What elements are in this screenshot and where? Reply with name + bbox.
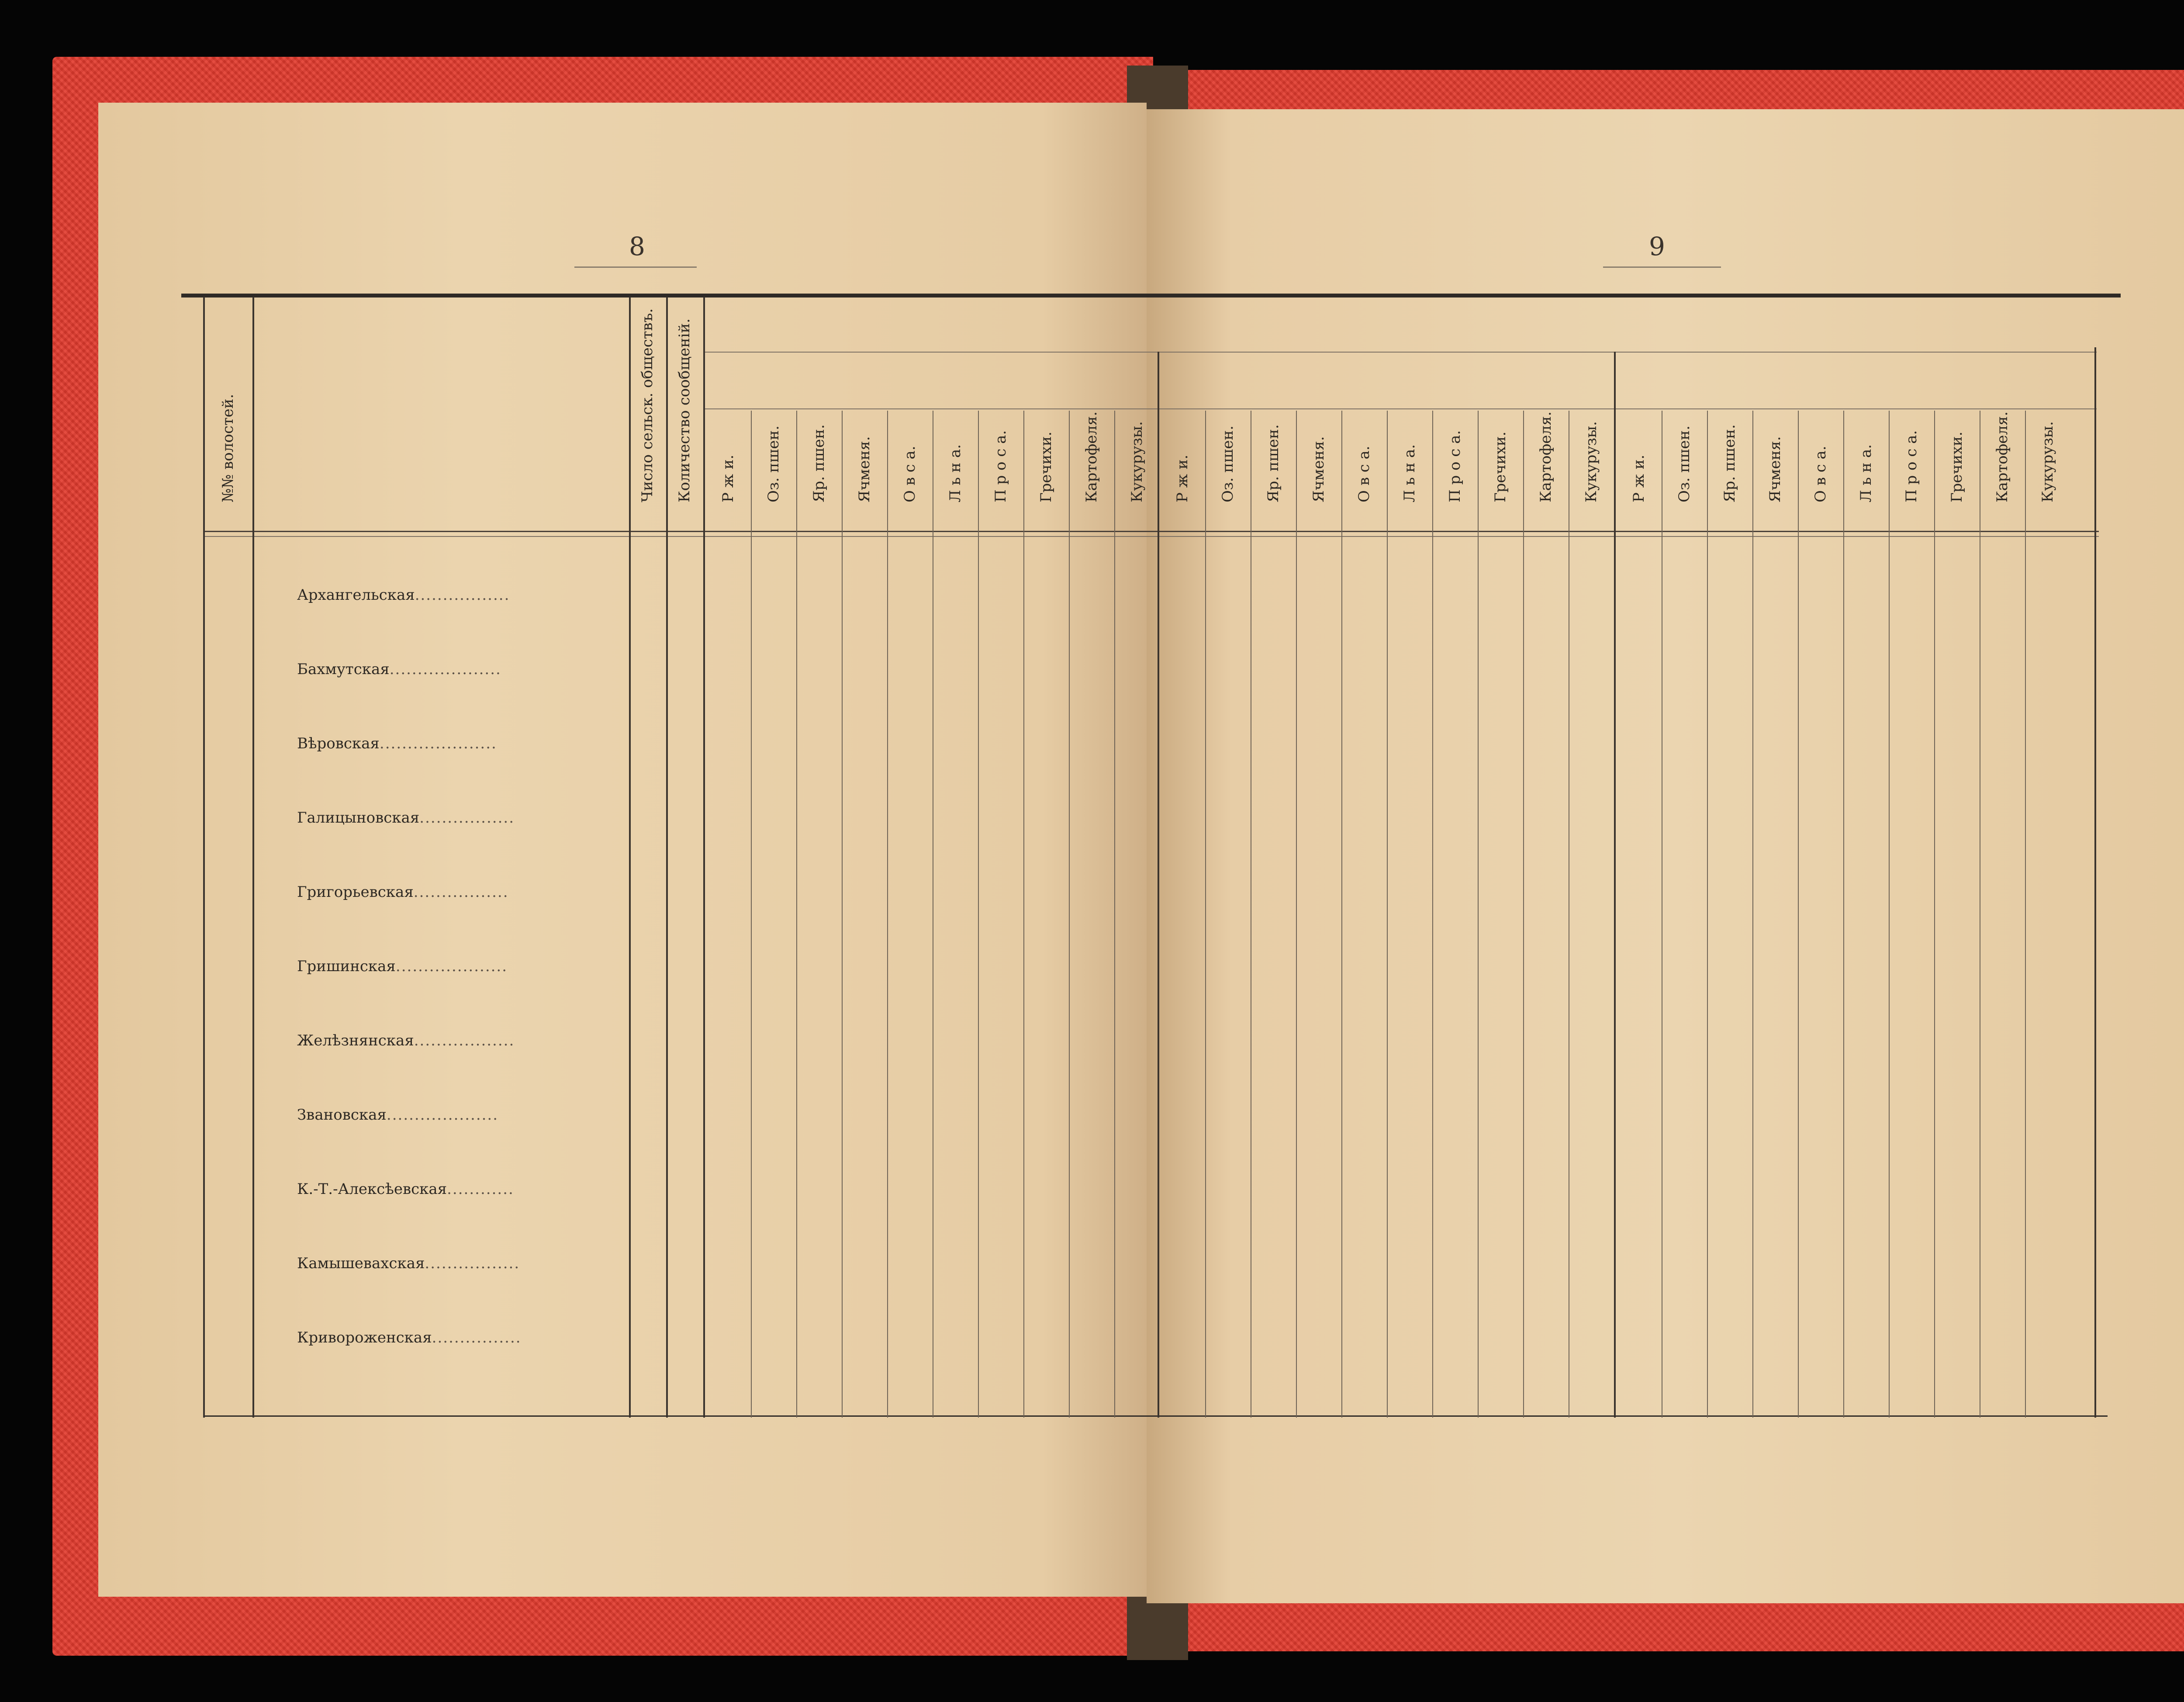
group-1-col-rule <box>978 411 979 1418</box>
group-2-col-rule <box>1387 411 1388 1418</box>
crop-label-g3-6-text: Л ь н а. <box>1857 444 1875 502</box>
crop-label-g1-3-text: Яр. пшен. <box>810 424 828 502</box>
table-right-rule <box>2094 347 2096 1418</box>
crop-label-g3-6 <box>1844 415 1888 520</box>
crop-label-g1-4-text: Ячменя. <box>856 436 873 502</box>
group-3-col-rule <box>1752 411 1753 1418</box>
crop-label-g1-8 <box>1024 415 1068 520</box>
crop-label-g3-4 <box>1753 415 1797 520</box>
crop-label-g1-1 <box>706 415 750 520</box>
leader-dots: .................... <box>386 1106 499 1124</box>
leader-dots: ................. <box>425 1255 520 1272</box>
header-messages-label-text: Количество сообщеній. <box>676 318 693 502</box>
crop-label-g3-5 <box>1799 415 1842 520</box>
crop-label-g3-9 <box>1980 411 2024 520</box>
crop-label-g2-5-text: О в с а. <box>1355 446 1373 502</box>
crop-label-g3-1-text: Р ж и. <box>1630 454 1648 502</box>
crop-label-g2-8-text: Гречихи. <box>1492 431 1509 502</box>
crop-label-g3-3 <box>1708 415 1752 520</box>
volost-name-text: Желѣзнянская <box>297 1032 414 1049</box>
group-1-col-rule <box>887 411 888 1418</box>
leader-dots: ..................... <box>379 735 497 752</box>
table-top-rule <box>181 294 2121 298</box>
crop-label-g1-2-text: Оз. пшен. <box>765 426 782 502</box>
crop-label-g1-7 <box>979 415 1023 520</box>
group-bottom-rule <box>703 408 2097 409</box>
crop-label-g2-4-text: Ячменя. <box>1310 436 1327 502</box>
crop-label-g2-6-text: Л ь н а. <box>1401 444 1418 502</box>
row-volost-name <box>297 661 501 678</box>
crop-label-g2-5 <box>1342 415 1386 520</box>
crop-label-g2-2-text: Оз. пшен. <box>1219 426 1237 502</box>
group-1-col-rule <box>1069 411 1070 1418</box>
crop-label-g3-4-text: Ячменя. <box>1766 436 1784 502</box>
leader-dots: ................ <box>432 1329 522 1346</box>
col-no-right <box>252 297 254 1418</box>
crop-label-g1-10 <box>1115 415 1159 520</box>
header-bottom-rule-2 <box>203 536 2099 537</box>
header-no-label-text: №№ волостей. <box>219 394 237 502</box>
page-right <box>1147 109 2184 1603</box>
group-1-col-rule <box>1114 411 1115 1418</box>
crop-label-g3-7 <box>1890 415 1933 520</box>
row-volost-name <box>297 1032 515 1049</box>
row-volost-name <box>297 809 515 827</box>
header-bottom-rule <box>203 531 2099 532</box>
crop-label-g2-6 <box>1388 415 1431 520</box>
crop-label-g1-8-text: Гречихи. <box>1037 431 1055 502</box>
volost-name-text: К.-Т.-Алексѣевская <box>297 1180 447 1198</box>
leader-dots: .................... <box>395 958 508 975</box>
header-no-label <box>206 332 250 520</box>
crop-label-g3-5-text: О в с а. <box>1812 446 1829 502</box>
crop-label-g3-3-text: Яр. пшен. <box>1721 424 1738 502</box>
crop-label-g3-8 <box>1935 415 1979 520</box>
group-2-col-rule <box>1341 411 1342 1418</box>
leader-dots: .................. <box>414 1032 515 1049</box>
header-messages-label <box>663 306 706 520</box>
volost-name-text: Вѣровская <box>297 735 380 752</box>
title-bottom-rule <box>703 352 2097 353</box>
crop-label-g2-8 <box>1479 415 1522 520</box>
crop-label-g1-7-text: П р о с а. <box>992 430 1009 502</box>
row-volost-name <box>297 735 497 752</box>
crop-label-g3-2 <box>1662 415 1706 520</box>
crop-label-g1-1-text: Р ж и. <box>719 454 737 502</box>
row-volost-name <box>297 958 508 975</box>
crop-label-g2-7-text: П р о с а. <box>1446 430 1464 502</box>
group-2-col-rule <box>1296 411 1297 1418</box>
group-1-col-rule <box>842 411 843 1418</box>
page-left <box>98 103 1147 1597</box>
page-number-left-line <box>574 266 697 268</box>
crop-label-g2-9 <box>1524 411 1568 520</box>
volost-name-text: Архангельская <box>297 586 415 604</box>
crop-label-g1-6 <box>933 415 977 520</box>
leader-dots: ............ <box>447 1180 514 1198</box>
crop-label-g1-5-text: О в с а. <box>901 446 919 502</box>
crop-label-g2-4 <box>1297 415 1341 520</box>
group-1-col-rule <box>751 411 752 1418</box>
crop-label-g2-1 <box>1161 415 1204 520</box>
volost-name-text: Бахмутская <box>297 661 390 678</box>
leader-dots: ................. <box>413 883 509 901</box>
group-3-col-rule <box>1707 411 1708 1418</box>
frame-left <box>203 297 205 1418</box>
group-2-col-rule <box>1478 411 1479 1418</box>
group-3-col-rule <box>1889 411 1890 1418</box>
group-1-col-rule <box>796 411 797 1418</box>
header-societies-label-text: Число сельск. обществъ. <box>639 308 656 502</box>
crop-label-g3-10 <box>2026 415 2070 520</box>
crop-label-g1-5 <box>888 415 932 520</box>
crop-label-g3-7-text: П р о с а. <box>1903 430 1920 502</box>
leader-dots: ................. <box>419 809 515 827</box>
crop-label-g2-10 <box>1569 415 1613 520</box>
crop-label-g2-9-text: Картофеля. <box>1537 411 1555 502</box>
group-3-col-rule <box>1934 411 1935 1418</box>
crop-label-g3-9-text: Картофеля. <box>1994 411 2011 502</box>
group-3-col-rule <box>2025 411 2026 1418</box>
crop-label-g1-6-text: Л ь н а. <box>947 444 964 502</box>
crop-label-g1-10-text: Кукурузы. <box>1128 421 1146 502</box>
group-3-col-rule <box>1843 411 1844 1418</box>
group-2-col-rule <box>1523 411 1524 1418</box>
group-3-start-rule <box>1614 352 1616 1418</box>
leader-dots: .................... <box>389 661 501 678</box>
row-volost-name <box>297 1106 498 1124</box>
group-2-col-rule <box>1205 411 1206 1418</box>
crop-label-g3-1 <box>1617 415 1661 520</box>
crop-label-g2-2 <box>1206 415 1250 520</box>
group-2-col-rule <box>1432 411 1433 1418</box>
crop-label-g2-1-text: Р ж и. <box>1174 454 1191 502</box>
crop-label-g1-2 <box>752 415 795 520</box>
row-volost-name <box>297 883 509 901</box>
crop-label-g2-7 <box>1433 415 1477 520</box>
row-volost-name <box>297 586 510 604</box>
page-number-right-line <box>1603 266 1721 268</box>
volost-name-text: Кривороженская <box>297 1329 432 1346</box>
group-3-col-rule <box>1798 411 1799 1418</box>
crop-label-g2-3-text: Яр. пшен. <box>1265 424 1282 502</box>
row-volost-name <box>297 1329 522 1346</box>
group-1-col-rule <box>1023 411 1024 1418</box>
crop-label-g3-8-text: Гречихи. <box>1948 431 1966 502</box>
volost-name-text: Гришинская <box>297 958 396 975</box>
row-volost-name <box>297 1180 514 1198</box>
crop-label-g2-3 <box>1251 415 1295 520</box>
leader-dots: ................. <box>415 586 510 604</box>
volost-name-text: Григорьевская <box>297 883 414 901</box>
crop-label-g3-10-text: Кукурузы. <box>2039 421 2056 502</box>
crop-label-g1-9-text: Картофеля. <box>1083 411 1100 502</box>
crop-label-g1-9 <box>1070 411 1113 520</box>
page-number-right: 9 <box>1649 232 1665 261</box>
crop-label-g3-2-text: Оз. пшен. <box>1676 426 1693 502</box>
table-bottom-rule <box>203 1415 2108 1417</box>
crop-label-g2-10-text: Кукурузы. <box>1583 421 1600 502</box>
row-volost-name <box>297 1255 520 1272</box>
volost-name-text: Галицыновская <box>297 809 420 827</box>
crop-label-g1-3 <box>797 415 841 520</box>
volost-name-text: Камышевахская <box>297 1255 425 1272</box>
volost-name-text: Звановская <box>297 1106 387 1124</box>
page-number-left: 8 <box>629 232 645 261</box>
crop-label-g1-4 <box>843 415 886 520</box>
